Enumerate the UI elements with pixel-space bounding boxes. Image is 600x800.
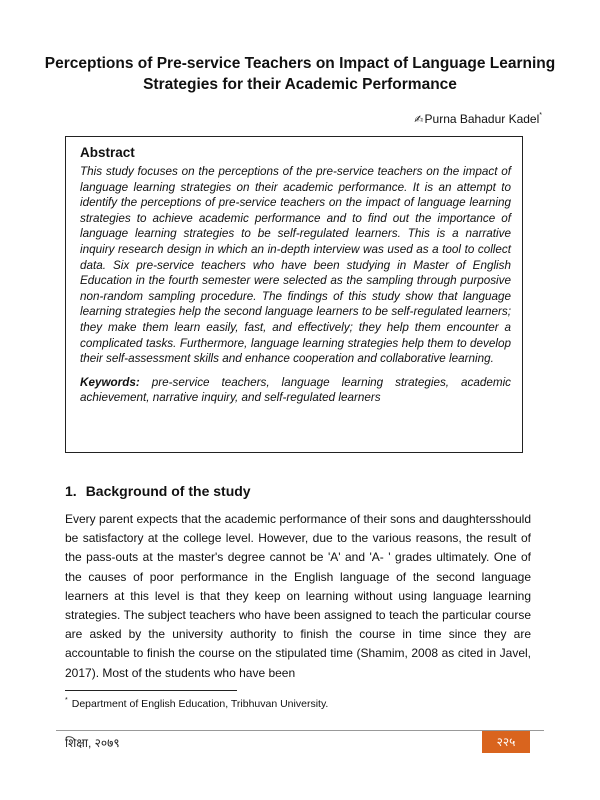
section-heading	[65, 483, 251, 499]
section-body-text: Every parent expects that the academic performance of their sons and daughtersshould be satisfactory at the college level. However, due to the various reasons, the result of the pass-outs at the master's degree cannot be 'A' and 'A- ' grades ultimately. One of the causes of poor performance in the English language of the second language learners at this level is that they keep on learning without using language learning strategies. The subject teachers who have been assigned to teach the particular course are asked by the university authority to finish the course in time since they are accountable to finish the course on the stipulated time (Shamim, 2008 as cited in Javel, 2017). Most of the students who have been	[65, 512, 531, 680]
abstract-text: This study focuses on the perceptions of the pre-service teachers on the impact of language learning strategies on their academic performance. It is an attempt to identify the perceptions of pre-service teachers on the impact of language learning strategies to achieve academic performance and to find out the importance of language learning strategies to be self-regulated learners. This is a narrative inquiry research design in which an in-depth interview was used as a tool to collect data. Six pre-service teachers who have been studying in Master of English Education in the fourth semester were selected as the sampling through purposive non-random sampling procedure. The findings of this study show that language learning strategies help the second language learners to be self-regulated learners; they make them learn easily, fast, and effectively; they help them encounter a complicated tasks. Furthermore, language learning strategies help them to develop their self-assessment skills and enhance cooperation and collaborative learning.	[80, 165, 511, 366]
keywords-text: pre-service teachers, language learning strategies, academic achievement, narrative inquiry, and self-regulated learners	[80, 375, 512, 405]
journal-name: शिक्षा, २०७९	[65, 736, 120, 750]
abstract-heading: Abstract	[80, 145, 135, 160]
footnote	[65, 697, 328, 710]
page-number: २२५	[482, 731, 530, 753]
author-footnote-mark: *	[539, 112, 542, 119]
keywords-label: Keywords:	[80, 375, 140, 389]
section-number: 1.	[65, 483, 77, 499]
footer-divider	[56, 730, 544, 731]
paper-title: Perceptions of Pre-service Teachers on Impact of Language Learning Strategies for their Academic Performance	[44, 55, 556, 93]
author-line	[414, 112, 542, 126]
footnote-divider	[65, 690, 237, 691]
abstract-box	[65, 136, 523, 453]
pen-icon: ✍	[414, 114, 424, 126]
section-title: Background of the study	[85, 483, 251, 499]
footnote-text: Department of English Education, Tribhuvan University.	[71, 698, 329, 710]
footnote-mark: *	[65, 697, 68, 704]
keywords	[80, 375, 511, 406]
author-name: Purna Bahadur Kadel	[424, 112, 540, 126]
